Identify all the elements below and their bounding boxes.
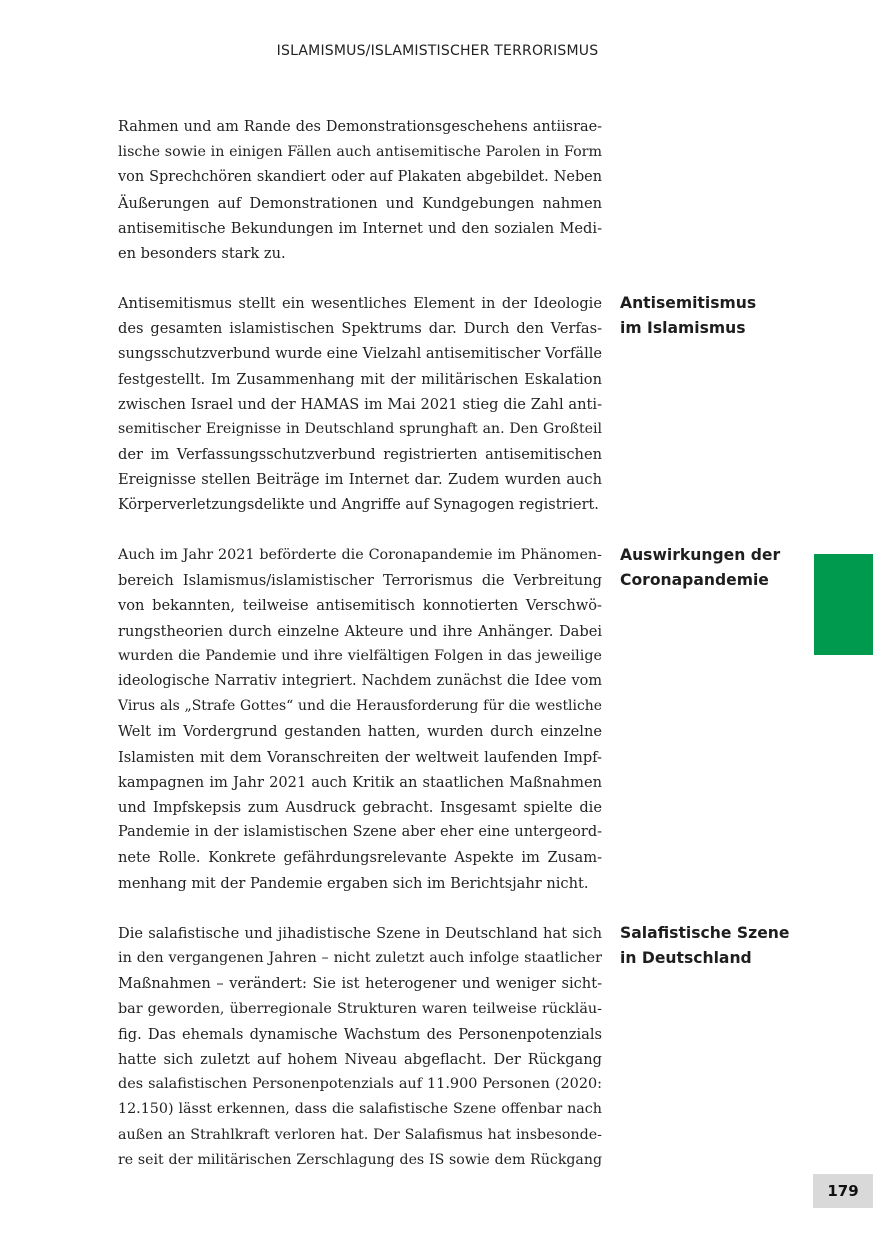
text-line: Auch im Jahr 2021 beförderte die Coronapandemie im Phänomen-: [118, 547, 602, 563]
text-line: Pandemie in der islamistischen Szene aber eher eine untergeord-: [118, 824, 602, 841]
margin-heading-line: im Islamismus: [620, 319, 746, 338]
margin-heading-line: Coronapandemie: [620, 571, 769, 590]
text-line: von Sprechchören skandiert oder auf Plakaten abgebildet. Neben: [118, 169, 602, 186]
text-line: Welt im Vordergrund gestanden hatten, wurden durch einzelne: [118, 723, 602, 741]
text-line: Antisemitismus stellt ein wesentliches Element in der Ideologie: [118, 295, 602, 312]
margin-heading-coronapandemie: [620, 543, 780, 593]
page-number: 179: [813, 1174, 873, 1208]
text-line: Die salafistische und jihadistische Szene in Deutschland hat sich: [118, 925, 602, 942]
text-line: semitischer Ereignisse in Deutschland sprunghaft an. Den Großteil: [118, 421, 602, 438]
text-line: lische sowie in einigen Fällen auch antisemitische Parolen in Form: [118, 144, 602, 161]
paragraph-2: [118, 291, 602, 518]
text-line: kampagnen im Jahr 2021 auch Kritik an staatlichen Maßnahmen: [118, 773, 602, 791]
text-line: 12.150) lässt erkennen, dass die salafistische Szene offenbar nach: [118, 1101, 602, 1118]
text-line: Rahmen und am Rande des Demonstrationsgeschehens antiisrae-: [118, 119, 602, 135]
text-line: Islamisten mit dem Voranschreiten der weltweit laufenden Impf-: [118, 748, 602, 766]
text-line: wurden die Pandemie und ihre vielfältigen Folgen in das jeweilige: [118, 647, 602, 664]
text-line: zwischen Israel und der HAMAS im Mai 2021 stieg die Zahl anti-: [118, 395, 602, 413]
margin-heading-line: in Deutschland: [620, 949, 752, 968]
text-line: bereich Islamismus/islamistischer Terrorismus die Verbreitung: [118, 572, 602, 590]
paragraph-4: [118, 921, 602, 1173]
text-line: re seit der militärischen Zerschlagung des IS sowie dem Rückgang: [118, 1151, 602, 1168]
text-line: menhang mit der Pandemie ergaben sich im Berichtsjahr nicht.: [118, 874, 589, 892]
chapter-tab-marker: [814, 554, 873, 655]
text-line: Virus als „Strafe Gottes“ und die Herausforderung für die westliche: [118, 698, 602, 715]
margin-heading-antisemitismus: [620, 291, 756, 341]
text-line: hatte sich zuletzt auf hohem Niveau abgeflacht. Der Rückgang: [118, 1051, 602, 1069]
margin-heading-line: Auswirkungen der: [620, 546, 781, 564]
text-line: ideologische Narrativ integriert. Nachdem zunächst die Idee vom: [118, 673, 602, 690]
margin-heading-line: Salafistische Szene: [620, 924, 790, 942]
text-line: en besonders stark zu.: [118, 245, 286, 263]
text-line: und Impfskepsis zum Ausdruck gebracht. Insgesamt spielte die: [118, 799, 602, 817]
text-line: antisemitische Bekundungen im Internet und den sozialen Medi-: [118, 219, 602, 237]
text-line: Äußerungen auf Demonstrationen und Kundgebungen nahmen: [118, 194, 602, 212]
paragraph-1: [118, 115, 602, 266]
text-line: Maßnahmen – verändert: Sie ist heterogener und weniger sicht-: [118, 975, 602, 993]
text-line: des salafistischen Personenpotenzials auf 11.900 Personen (2020:: [118, 1076, 602, 1093]
margin-heading-salafistische-szene: [620, 921, 789, 971]
text-line: Körperverletzungsdelikte und Angriffe auf Synagogen registriert.: [118, 496, 599, 513]
text-line: Ereignisse stellen Beiträge im Internet dar. Zudem wurden auch: [118, 471, 602, 489]
text-line: sungsschutzverbund wurde eine Vielzahl antisemitischer Vorfälle: [118, 345, 603, 363]
running-header: ISLAMISMUS/ISLAMISTISCHER TERRORISMUS: [276, 43, 599, 59]
paragraph-3: [118, 543, 602, 896]
text-line: in den vergangenen Jahren – nicht zuletzt auch infolge staatlicher: [118, 950, 602, 967]
text-line: festgestellt. Im Zusammenhang mit der militärischen Eskalation: [118, 370, 602, 388]
text-line: außen an Strahlkraft verloren hat. Der Salafismus hat insbesonde-: [118, 1126, 602, 1143]
text-line: fig. Das ehemals dynamische Wachstum des Personenpotenzials: [118, 1025, 602, 1043]
text-line: von bekannten, teilweise antisemitisch konnotierten Verschwö-: [118, 597, 602, 615]
margin-heading-line: Antisemitismus: [620, 294, 757, 312]
text-line: bar geworden, überregionale Strukturen waren teilweise rückläu-: [118, 1000, 602, 1017]
text-line: nete Rolle. Konkrete gefährdungsrelevante Aspekte im Zusam-: [118, 849, 602, 867]
text-line: rungstheorien durch einzelne Akteure und ihre Anhänger. Dabei: [118, 622, 602, 640]
text-line: des gesamten islamistischen Spektrums dar. Durch den Verfas-: [118, 320, 602, 338]
text-line: der im Verfassungsschutzverbund registrierten antisemitischen: [118, 446, 602, 464]
